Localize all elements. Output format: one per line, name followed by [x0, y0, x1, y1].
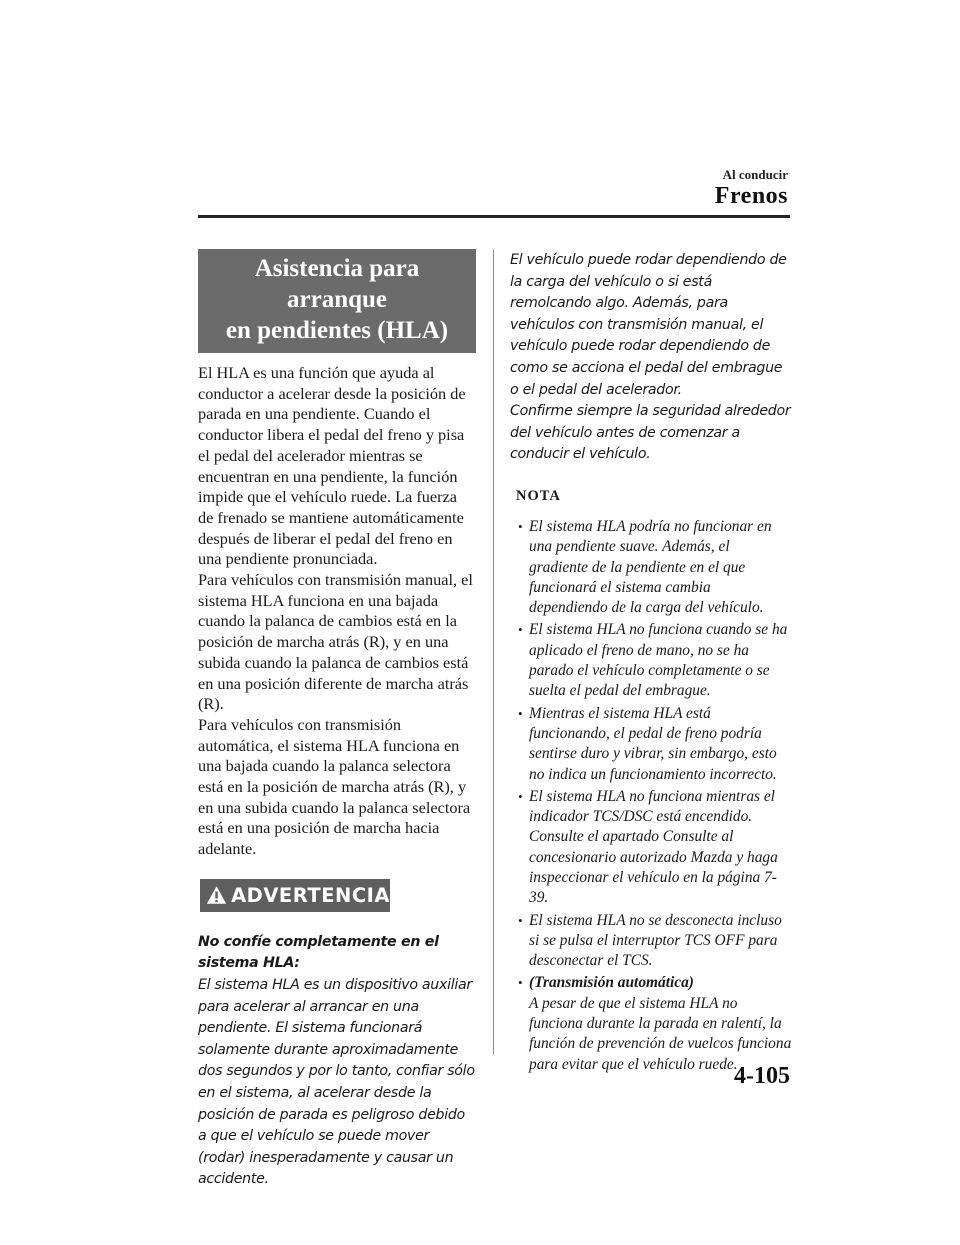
bullet-icon: •	[518, 912, 523, 928]
section-title	[198, 249, 476, 353]
header-chapter: Al conducir	[722, 167, 788, 182]
section-title-line-2: en pendientes (HLA)	[225, 317, 449, 344]
page-number: 4-105	[734, 1063, 790, 1089]
note-text: Mientras el sistema HLA está funcionando, el pedal de freno podría sentirse duro y vibrar, sin embargo, esto no indica un funcionamiento incorrecto.	[529, 704, 777, 783]
warning-badge	[200, 879, 390, 912]
body-paragraph-1: El HLA es una función que ayuda al conductor a acelerar desde la posición de parada en una pendiente. Cuando el conductor libera el pedal del freno y pisa el pedal del acelerador mientras se encuentran en una pendiente, la función impide que el vehículo ruede. La fuerza de frenado se mantiene automáticamente después de liberar el pedal del freno en una pendiente pronunciada.	[198, 363, 466, 569]
warning-continuation	[510, 250, 792, 466]
note-item	[510, 787, 792, 909]
warning-continuation-1: El vehículo puede rodar dependiendo de la carga del vehículo o si está remolcando algo. Además, para vehículos con transmisión manual, el vehículo puede rodar dependiendo de como se acciona el pedal del embrague o el pedal del acelerador.	[510, 252, 787, 398]
left-column	[198, 249, 476, 1191]
note-text: El sistema HLA no funciona mientras el indicador TCS/DSC está encendido. Consulte el apartado Consulte al concesionario autorizado Mazda y haga inspeccionar el vehículo en la página 7-39.	[529, 787, 778, 907]
body-text	[198, 363, 476, 860]
right-column	[510, 250, 792, 1077]
bullet-icon: •	[518, 622, 523, 638]
note-item	[510, 620, 792, 701]
note-text: El sistema HLA podría no funcionar en una pendiente suave. Además, el gradiente de la pendiente en el que funcionará el sistema cambia dependiendo de la carga del vehículo.	[529, 517, 772, 617]
note-item	[510, 911, 792, 972]
note-text: El sistema HLA no funciona cuando se ha aplicado el freno de mano, no se ha parado el vehículo completamente o se suelta el pedal del embrague.	[529, 621, 788, 700]
note-text: El sistema HLA no se desconecta incluso si se pulsa el interruptor TCS OFF para desconectar el TCS.	[529, 911, 782, 970]
bullet-icon: •	[518, 705, 523, 721]
warning-heading: No confíe completamente en el sistema HLA:	[198, 933, 439, 972]
body-paragraph-2: Para vehículos con transmisión manual, el sistema HLA funciona en una bajada cuando la palanca de cambios está en la posición de marcha atrás (R), y en una subida cuando la palanca de cambios está en una posición diferente de marcha atrás (R).	[198, 570, 473, 714]
notes-list	[510, 517, 792, 1075]
note-heading: (Transmisión automática)	[529, 974, 694, 992]
header-section: Frenos	[714, 183, 788, 209]
note-text: A pesar de que el sistema HLA no funciona durante la parada en ralentí, la función de prevención de vuelcos funciona para evitar que el vehículo ruede.	[529, 994, 792, 1073]
note-item	[510, 704, 792, 785]
warning-continuation-2: Confirme siempre la seguridad alrededor del vehículo antes de comenzar a conducir el vehículo.	[510, 403, 791, 463]
body-paragraph-3: Para vehículos con transmisión automática, el sistema HLA funciona en una bajada cuando la palanca selectora está en la posición de marcha atrás (R), y en una subida cuando la palanca selectora está en una posición de marcha hacia adelante.	[198, 714, 471, 859]
note-item	[510, 517, 792, 618]
section-title-line-1: Asistencia para arranque	[254, 255, 420, 313]
bullet-icon: •	[518, 788, 523, 804]
bullet-icon: •	[518, 518, 523, 534]
nota-label: NOTA	[516, 487, 561, 504]
bullet-icon: •	[518, 975, 523, 991]
warning-body: El sistema HLA es un dispositivo auxiliar para acelerar al arrancar en una pendiente. El sistema funcionará solamente durante aproximadamente dos segundos y por lo tanto, confiar sólo en el sistema, al acelerar desde la posición de parada es peligroso debido a que el vehículo se puede mover (rodar) inesperadamente y causar un accidente.	[198, 977, 475, 1188]
warning-triangle-icon	[206, 884, 227, 906]
note-item	[510, 973, 792, 1074]
header-rule	[198, 215, 790, 218]
warning-label: ADVERTENCIA	[231, 883, 390, 907]
warning-text	[198, 932, 476, 1191]
column-divider	[493, 250, 494, 1054]
